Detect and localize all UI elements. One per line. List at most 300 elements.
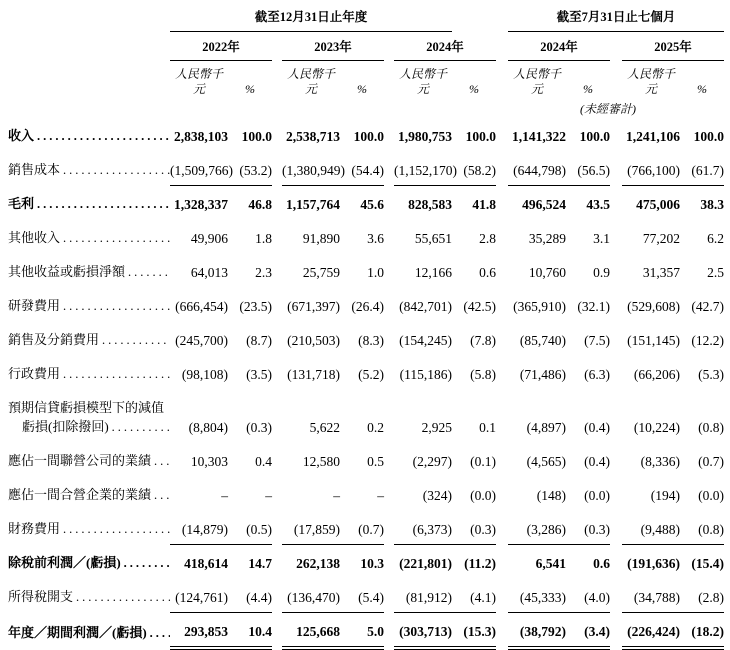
column-gap bbox=[272, 510, 282, 544]
cell-percent: 0.2 bbox=[367, 420, 384, 435]
column-gap bbox=[384, 32, 394, 61]
column-gap bbox=[610, 32, 622, 61]
table-row bbox=[8, 544, 724, 578]
cell-percent: (3.5) bbox=[246, 367, 272, 382]
cell-amount: (529,608) bbox=[627, 299, 681, 314]
cell-amount: (17,859) bbox=[282, 510, 340, 544]
column-gap bbox=[610, 321, 622, 355]
table-row bbox=[8, 253, 724, 287]
cell-percent: 100.0 bbox=[465, 129, 497, 144]
cell-amount: (3,286) bbox=[508, 510, 566, 544]
cell-amount: (365,910) bbox=[513, 299, 567, 314]
cell-amount: (1,152,170) bbox=[394, 151, 452, 185]
cell-amount bbox=[622, 389, 680, 416]
row-label-text: 行政費用 bbox=[8, 366, 61, 381]
column-gap bbox=[610, 416, 622, 442]
cell-percent: (15.3) bbox=[452, 612, 496, 648]
row-label bbox=[8, 476, 170, 510]
cell-amount: 77,202 bbox=[642, 231, 681, 246]
table-row bbox=[8, 151, 724, 185]
dot-leader bbox=[60, 365, 170, 383]
column-gap bbox=[610, 253, 622, 287]
column-gap bbox=[272, 612, 282, 648]
cell-percent: (3.4) bbox=[566, 612, 610, 648]
year-header-2023: 2023年 bbox=[282, 32, 384, 61]
cell-percent: 0.1 bbox=[479, 420, 497, 435]
dot-leader bbox=[34, 127, 170, 145]
cell-amount: (303,713) bbox=[394, 612, 452, 648]
column-gap bbox=[272, 544, 282, 578]
row-label-text: 年度／期間利潤／(虧損) bbox=[8, 624, 147, 640]
cell-amount: (151,145) bbox=[627, 333, 681, 348]
cell-percent: (58.2) bbox=[452, 151, 496, 185]
row-label-text: 研發費用 bbox=[8, 298, 61, 313]
cell-amount: 496,524 bbox=[522, 197, 567, 212]
period-header-row bbox=[8, 6, 724, 32]
cell-percent: 2.3 bbox=[255, 265, 272, 280]
unaudited-note: (未經審計) bbox=[580, 102, 637, 116]
cell-percent: (42.5) bbox=[463, 299, 497, 314]
cell-percent: 1.8 bbox=[255, 231, 272, 246]
cell-percent: (61.7) bbox=[680, 151, 724, 185]
cell-percent: (2.8) bbox=[680, 578, 724, 612]
table-row bbox=[8, 510, 724, 544]
cell-amount: 1,141,322 bbox=[512, 129, 567, 144]
cell-percent: 100.0 bbox=[241, 129, 272, 144]
cell-percent: (12.2) bbox=[691, 333, 725, 348]
cell-amount: (226,424) bbox=[622, 612, 680, 648]
dot-leader bbox=[34, 195, 170, 213]
cell-percent: 1.0 bbox=[367, 265, 384, 280]
column-gap bbox=[272, 287, 282, 321]
unaudited-note-row bbox=[8, 99, 724, 117]
unit-percent-label: % bbox=[245, 82, 255, 96]
cell-amount: (766,100) bbox=[622, 151, 680, 185]
row-label-text: 收入 bbox=[8, 128, 35, 143]
label-column-spacer bbox=[8, 6, 170, 32]
column-gap bbox=[272, 61, 282, 100]
column-gap bbox=[272, 185, 282, 219]
table-row bbox=[8, 476, 724, 510]
column-gap bbox=[610, 510, 622, 544]
column-gap bbox=[384, 117, 394, 151]
cell-percent: 0.9 bbox=[593, 265, 611, 280]
column-gap bbox=[384, 185, 394, 219]
cell-percent: (53.2) bbox=[228, 151, 272, 185]
cell-percent: (26.4) bbox=[351, 299, 384, 314]
dot-leader bbox=[60, 229, 170, 247]
dot-leader bbox=[60, 297, 170, 315]
cell-amount: 2,538,713 bbox=[286, 129, 340, 144]
cell-amount: (194) bbox=[650, 488, 681, 503]
units-header-row bbox=[8, 61, 724, 100]
dot-leader bbox=[73, 588, 170, 606]
column-gap bbox=[496, 151, 508, 185]
cell-percent: 3.1 bbox=[593, 231, 611, 246]
cell-percent: (4.1) bbox=[452, 578, 496, 612]
table-row bbox=[8, 389, 724, 416]
row-label bbox=[8, 442, 170, 476]
column-gap bbox=[496, 612, 508, 648]
column-gap bbox=[496, 442, 508, 476]
column-gap bbox=[272, 219, 282, 253]
table-row bbox=[8, 117, 724, 151]
cell-amount: 35,289 bbox=[528, 231, 567, 246]
cell-amount: 828,583 bbox=[408, 197, 452, 212]
dot-leader bbox=[151, 486, 170, 504]
cell-amount: (136,470) bbox=[282, 578, 340, 612]
cell-percent: (0.3) bbox=[566, 510, 610, 544]
column-gap bbox=[384, 612, 394, 648]
table-row bbox=[8, 219, 724, 253]
table-body bbox=[8, 117, 724, 648]
cell-percent bbox=[340, 389, 384, 416]
unit-rmb-label: 人民幣千元 bbox=[627, 67, 676, 96]
dot-leader bbox=[121, 554, 170, 572]
column-gap bbox=[272, 253, 282, 287]
income-statement-table bbox=[8, 6, 724, 650]
column-gap bbox=[272, 117, 282, 151]
unit-percent-label: % bbox=[469, 82, 479, 96]
cell-percent: (8.3) bbox=[358, 333, 384, 348]
row-label bbox=[8, 219, 170, 253]
column-gap bbox=[272, 416, 282, 442]
column-gap bbox=[272, 389, 282, 416]
column-gap bbox=[610, 442, 622, 476]
cell-amount: (191,636) bbox=[627, 556, 681, 571]
row-label-text: 預期信貸虧損模型下的減值 bbox=[8, 400, 165, 415]
cell-amount: 1,328,337 bbox=[174, 197, 228, 212]
cell-amount: 1,241,106 bbox=[626, 129, 681, 144]
cell-percent: 14.7 bbox=[248, 556, 272, 571]
cell-amount: (1,509,766) bbox=[170, 151, 228, 185]
column-gap bbox=[496, 61, 508, 100]
cell-percent: (18.2) bbox=[680, 612, 724, 648]
cell-percent: 100.0 bbox=[579, 129, 611, 144]
cell-percent bbox=[566, 389, 610, 416]
cell-amount: 5,622 bbox=[309, 420, 340, 435]
cell-amount: 262,138 bbox=[296, 556, 340, 571]
row-label bbox=[8, 544, 170, 578]
column-gap bbox=[384, 442, 394, 476]
row-label bbox=[8, 151, 170, 185]
year-header-2024-interim: 2024年 bbox=[508, 32, 610, 61]
column-gap bbox=[384, 476, 394, 510]
cell-percent: – bbox=[265, 488, 272, 503]
cell-amount: (81,912) bbox=[394, 578, 452, 612]
cell-amount: 10,760 bbox=[528, 265, 567, 280]
column-gap bbox=[496, 355, 508, 389]
cell-percent: – bbox=[377, 488, 384, 503]
column-gap bbox=[496, 6, 508, 32]
year-header-2024: 2024年 bbox=[394, 32, 496, 61]
cell-percent: (4.0) bbox=[566, 578, 610, 612]
cell-amount: (644,798) bbox=[508, 151, 566, 185]
column-gap bbox=[496, 544, 508, 578]
column-gap bbox=[496, 253, 508, 287]
year-header-2025-interim: 2025年 bbox=[622, 32, 724, 61]
cell-amount: (131,718) bbox=[287, 367, 340, 382]
cell-percent: (0.0) bbox=[698, 488, 725, 503]
row-label-text: 虧損(扣除撥回) bbox=[22, 419, 109, 434]
cell-amount: 475,006 bbox=[636, 197, 681, 212]
cell-amount: (98,108) bbox=[181, 367, 228, 382]
column-gap bbox=[272, 32, 282, 61]
dot-leader bbox=[109, 418, 170, 436]
cell-percent: (5.2) bbox=[358, 367, 384, 382]
cell-amount: 2,838,103 bbox=[174, 129, 228, 144]
cell-percent: (0.4) bbox=[584, 454, 611, 469]
cell-percent: (7.8) bbox=[470, 333, 497, 348]
cell-percent: 6.2 bbox=[707, 231, 725, 246]
dot-leader bbox=[60, 161, 170, 179]
cell-percent: (4.4) bbox=[228, 578, 272, 612]
cell-amount: 31,357 bbox=[642, 265, 681, 280]
cell-amount: (85,740) bbox=[519, 333, 567, 348]
cell-amount: (8,336) bbox=[640, 454, 681, 469]
cell-amount: (45,333) bbox=[508, 578, 566, 612]
row-label-text: 其他收益或虧損淨額 bbox=[8, 264, 126, 279]
cell-amount: 6,541 bbox=[535, 556, 567, 571]
cell-percent: (5.3) bbox=[698, 367, 725, 382]
row-label bbox=[8, 510, 170, 544]
column-gap bbox=[384, 287, 394, 321]
cell-amount: – bbox=[221, 488, 228, 503]
cell-percent: (23.5) bbox=[239, 299, 272, 314]
dot-leader bbox=[99, 331, 170, 349]
table-row bbox=[8, 612, 724, 648]
cell-amount: (71,486) bbox=[519, 367, 567, 382]
cell-percent: 0.6 bbox=[593, 556, 611, 571]
cell-amount: (66,206) bbox=[633, 367, 681, 382]
column-gap bbox=[610, 117, 622, 151]
cell-percent: (32.1) bbox=[577, 299, 611, 314]
cell-percent: (6.3) bbox=[584, 367, 611, 382]
column-gap bbox=[496, 219, 508, 253]
unit-rmb-label: 人民幣千元 bbox=[174, 67, 223, 96]
cell-amount: (38,792) bbox=[508, 612, 566, 648]
column-gap bbox=[496, 321, 508, 355]
period-group-title-interim: 截至7月31日止七個月 bbox=[556, 10, 676, 24]
cell-amount bbox=[394, 389, 452, 416]
year-header-2022: 2022年 bbox=[170, 32, 272, 61]
label-column-spacer bbox=[8, 32, 170, 61]
cell-percent: 10.3 bbox=[360, 556, 384, 571]
year-header-row bbox=[8, 32, 724, 61]
column-gap bbox=[610, 389, 622, 416]
cell-percent: 38.3 bbox=[700, 197, 725, 212]
row-label bbox=[8, 321, 170, 355]
cell-percent: 43.5 bbox=[586, 197, 611, 212]
cell-percent: 100.0 bbox=[693, 129, 725, 144]
cell-amount: (124,761) bbox=[170, 578, 228, 612]
cell-percent bbox=[228, 389, 272, 416]
unit-rmb-label: 人民幣千元 bbox=[398, 67, 447, 96]
cell-amount: (2,297) bbox=[412, 454, 452, 469]
cell-percent: (0.3) bbox=[452, 510, 496, 544]
cell-amount: (666,454) bbox=[175, 299, 228, 314]
cell-amount: 293,853 bbox=[170, 612, 228, 648]
table-row bbox=[8, 355, 724, 389]
row-label-text: 毛利 bbox=[8, 196, 35, 211]
unit-rmb-label: 人民幣千元 bbox=[513, 67, 562, 96]
cell-percent: (0.8) bbox=[698, 420, 725, 435]
column-gap bbox=[384, 321, 394, 355]
cell-amount bbox=[508, 389, 566, 416]
unit-percent-label: % bbox=[697, 82, 708, 96]
cell-amount: (842,701) bbox=[399, 299, 452, 314]
cell-amount: 125,668 bbox=[282, 612, 340, 648]
row-label-text: 銷售成本 bbox=[8, 162, 61, 177]
cell-amount: 12,580 bbox=[302, 454, 340, 469]
row-label bbox=[8, 287, 170, 321]
column-gap bbox=[272, 578, 282, 612]
note-spacer bbox=[622, 99, 724, 117]
row-label bbox=[8, 389, 170, 416]
period-group-annual bbox=[170, 6, 496, 32]
cell-amount: 55,651 bbox=[414, 231, 452, 246]
row-label bbox=[8, 117, 170, 151]
column-gap bbox=[610, 578, 622, 612]
cell-amount: (9,488) bbox=[622, 510, 680, 544]
table-row bbox=[8, 185, 724, 219]
cell-amount: 12,166 bbox=[414, 265, 452, 280]
cell-amount: (245,700) bbox=[175, 333, 228, 348]
row-label-text: 應佔一間聯營公司的業績 bbox=[8, 453, 152, 468]
dot-leader bbox=[125, 263, 170, 281]
column-gap bbox=[272, 442, 282, 476]
cell-amount: (115,186) bbox=[399, 367, 452, 382]
row-label bbox=[8, 578, 170, 612]
cell-amount bbox=[170, 389, 228, 416]
row-label-text: 財務費用 bbox=[8, 521, 61, 536]
row-label bbox=[8, 253, 170, 287]
cell-percent: (56.5) bbox=[566, 151, 610, 185]
cell-percent bbox=[680, 389, 724, 416]
column-gap bbox=[496, 32, 508, 61]
row-label-text: 除稅前利潤／(虧損) bbox=[8, 555, 121, 570]
cell-percent bbox=[452, 389, 496, 416]
cell-percent: 100.0 bbox=[353, 129, 384, 144]
cell-percent: 3.6 bbox=[367, 231, 384, 246]
cell-percent: (0.4) bbox=[584, 420, 611, 435]
row-label-text: 其他收入 bbox=[8, 230, 61, 245]
cell-percent: 5.0 bbox=[340, 612, 384, 648]
cell-percent: 0.6 bbox=[479, 265, 497, 280]
column-gap bbox=[496, 476, 508, 510]
cell-amount: (154,245) bbox=[399, 333, 452, 348]
column-gap bbox=[610, 544, 622, 578]
row-label bbox=[8, 355, 170, 389]
cell-percent: 0.5 bbox=[367, 454, 384, 469]
unit-rmb-label: 人民幣千元 bbox=[286, 67, 335, 96]
cell-amount: (4,565) bbox=[526, 454, 567, 469]
cell-amount bbox=[282, 389, 340, 416]
column-gap bbox=[384, 355, 394, 389]
column-gap bbox=[272, 151, 282, 185]
cell-percent: 2.8 bbox=[479, 231, 497, 246]
column-gap bbox=[496, 389, 508, 416]
column-gap bbox=[610, 219, 622, 253]
label-column-spacer bbox=[8, 61, 170, 100]
cell-amount: 1,157,764 bbox=[286, 197, 340, 212]
column-gap bbox=[610, 612, 622, 648]
row-label bbox=[8, 185, 170, 219]
cell-amount: 91,890 bbox=[302, 231, 340, 246]
cell-amount: (6,373) bbox=[394, 510, 452, 544]
row-label bbox=[8, 612, 170, 648]
cell-amount: (8,804) bbox=[188, 420, 228, 435]
cell-amount: 25,759 bbox=[302, 265, 340, 280]
column-gap bbox=[384, 578, 394, 612]
cell-percent: 41.8 bbox=[472, 197, 497, 212]
dot-leader bbox=[60, 520, 170, 538]
column-gap bbox=[496, 416, 508, 442]
column-gap bbox=[610, 151, 622, 185]
column-gap bbox=[496, 287, 508, 321]
column-gap bbox=[610, 61, 622, 100]
unit-percent-label: % bbox=[583, 82, 594, 96]
table-row bbox=[8, 321, 724, 355]
cell-percent: (0.3) bbox=[246, 420, 272, 435]
period-group-interim bbox=[508, 6, 724, 32]
cell-percent: 2.5 bbox=[707, 265, 725, 280]
cell-amount: (324) bbox=[422, 488, 452, 503]
column-gap bbox=[384, 151, 394, 185]
column-gap bbox=[384, 253, 394, 287]
row-label-text: 所得稅開支 bbox=[8, 589, 74, 604]
cell-amount: (4,897) bbox=[526, 420, 567, 435]
cell-amount: – bbox=[333, 488, 340, 503]
cell-amount: (10,224) bbox=[633, 420, 681, 435]
cell-percent: (0.0) bbox=[470, 488, 497, 503]
table-row bbox=[8, 442, 724, 476]
cell-amount: 64,013 bbox=[190, 265, 228, 280]
row-label-text: 銷售及分銷費用 bbox=[8, 332, 100, 347]
period-group-title-annual: 截至12月31日止年度 bbox=[254, 10, 368, 24]
cell-percent: (0.7) bbox=[340, 510, 384, 544]
cell-percent: (5.8) bbox=[470, 367, 497, 382]
note-spacer bbox=[8, 99, 508, 117]
column-gap bbox=[496, 510, 508, 544]
cell-amount: (34,788) bbox=[622, 578, 680, 612]
cell-percent: (0.1) bbox=[470, 454, 497, 469]
cell-percent: (0.7) bbox=[698, 454, 725, 469]
column-gap bbox=[384, 389, 394, 416]
cell-percent: (0.5) bbox=[228, 510, 272, 544]
column-gap bbox=[272, 355, 282, 389]
column-gap bbox=[610, 287, 622, 321]
table-row bbox=[8, 416, 724, 442]
table-row bbox=[8, 287, 724, 321]
cell-amount: (221,801) bbox=[399, 556, 452, 571]
unit-percent-label: % bbox=[357, 82, 367, 96]
cell-percent: (8.7) bbox=[246, 333, 272, 348]
cell-amount: (1,380,949) bbox=[282, 151, 340, 185]
column-gap bbox=[384, 544, 394, 578]
column-gap bbox=[496, 185, 508, 219]
column-gap bbox=[496, 117, 508, 151]
column-gap bbox=[384, 219, 394, 253]
column-gap bbox=[384, 61, 394, 100]
cell-percent: (54.4) bbox=[340, 151, 384, 185]
cell-amount: (148) bbox=[536, 488, 567, 503]
cell-amount: 10,303 bbox=[190, 454, 228, 469]
column-gap bbox=[384, 510, 394, 544]
column-gap bbox=[496, 578, 508, 612]
column-gap bbox=[610, 185, 622, 219]
cell-amount: 2,925 bbox=[421, 420, 452, 435]
